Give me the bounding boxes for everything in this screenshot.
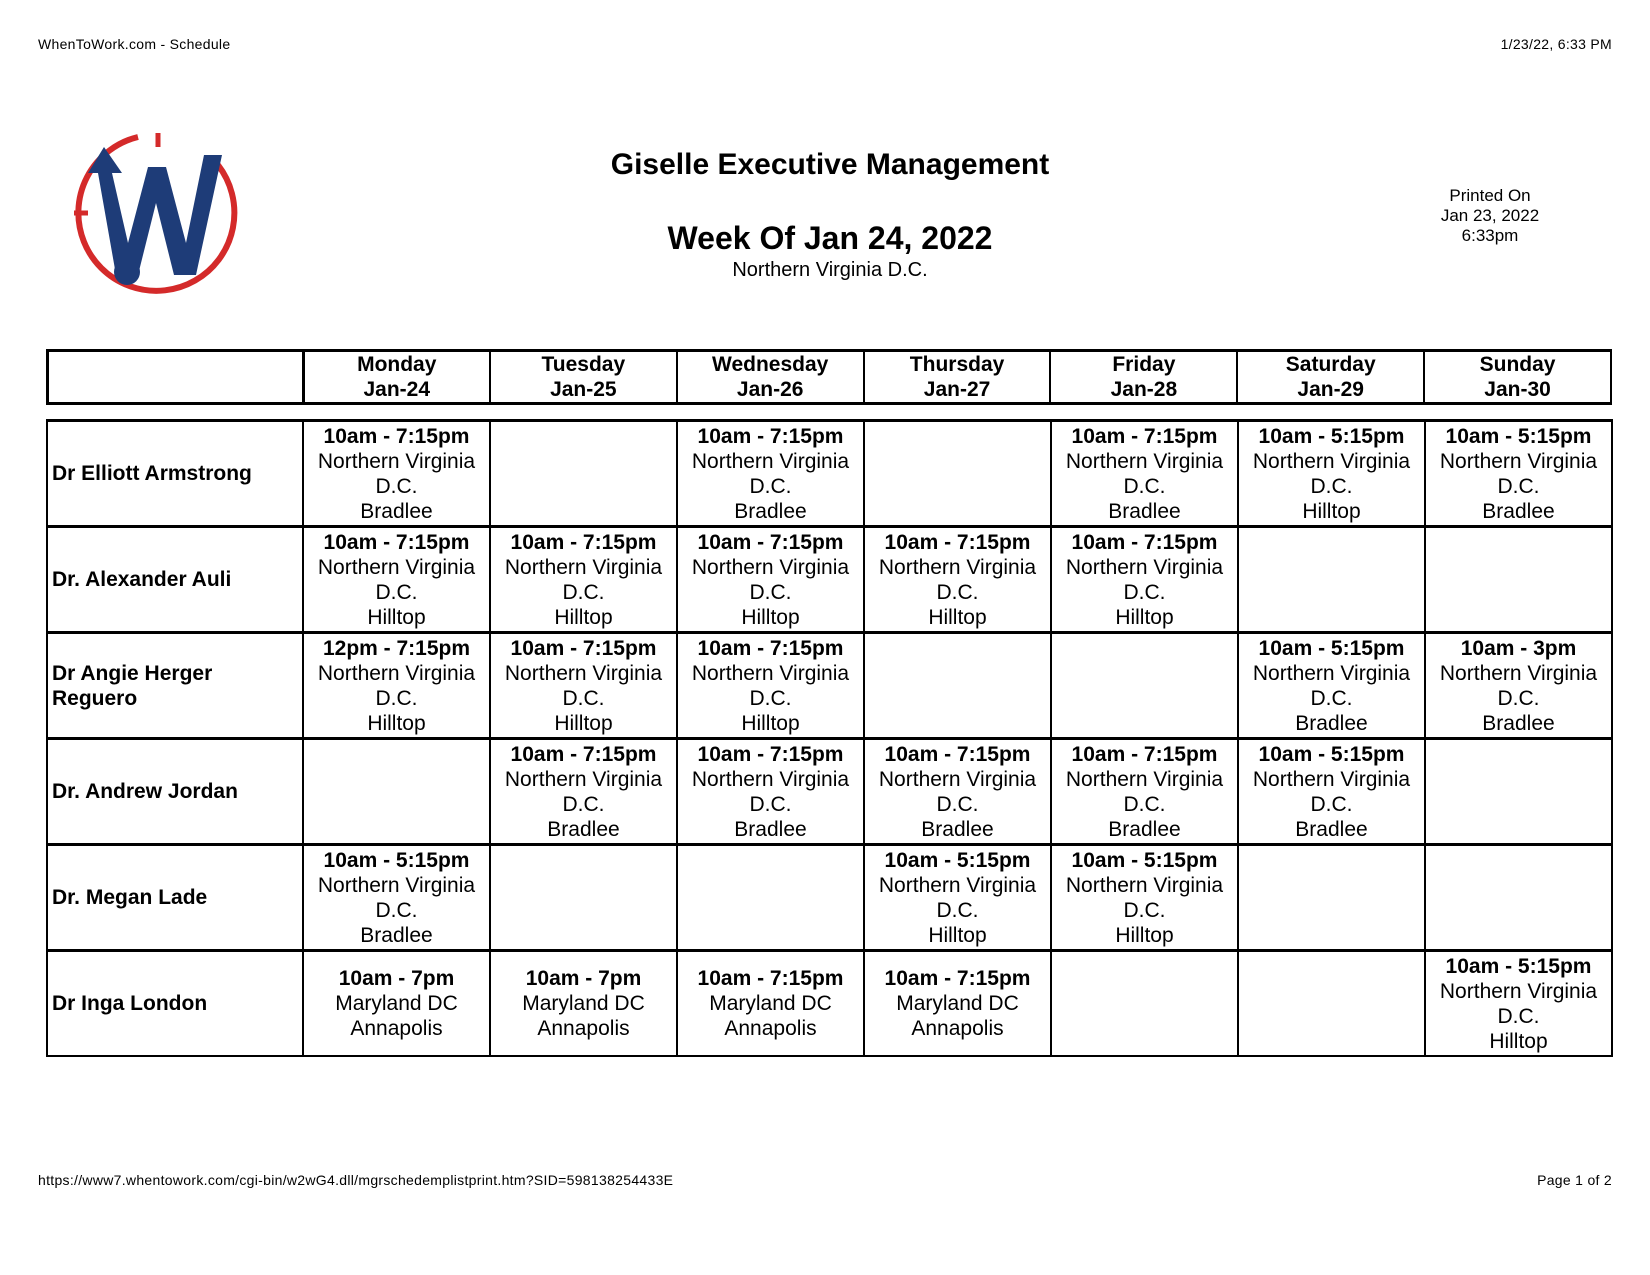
shift-location: Northern Virginia [317,873,476,897]
shift-cell [677,633,864,739]
shift-time: 10am - 5:15pm [1258,636,1405,660]
shift-site: Hilltop [1302,499,1361,523]
day-name: Friday [1112,353,1176,376]
day-date: Jan-29 [1297,378,1364,401]
week-heading: Week Of Jan 24, 2022 [667,220,993,256]
shift-time: 12pm - 7:15pm [322,636,471,660]
shift-time: 10am - 7:15pm [884,967,1031,990]
shift-location: Northern Virginia [317,661,476,685]
empty-shift-cell [1425,739,1612,845]
shift-site: Hilltop [1489,1029,1548,1053]
day-header-tuesday [490,351,677,404]
shift-cell [1238,633,1425,739]
shift-site: Bradlee [360,499,433,523]
shift-location-line2: D.C. [936,792,979,816]
shift-location-line2: D.C. [936,580,979,604]
shift-location-line2: D.C. [562,792,605,816]
shift-time: 10am - 5:15pm [884,848,1031,872]
empty-shift-cell [490,421,677,527]
shift-location-line2: D.C. [375,686,418,710]
shift-location: Northern Virginia [691,449,850,473]
shift-cell [1425,421,1612,527]
shift-location-line2: D.C. [749,580,792,604]
shift-time: 10am - 5:15pm [1445,424,1592,448]
day-name: Wednesday [712,353,829,376]
shift-cell [1425,951,1612,1057]
shift-cell [864,739,1051,845]
shift-cell [864,951,1051,1057]
day-date: Jan-25 [550,378,617,401]
employee-name: Dr. Andrew Jordan [47,739,303,845]
empty-shift-cell [490,845,677,951]
employee-name: Dr. Megan Lade [47,845,303,951]
shift-time: 10am - 5:15pm [1258,742,1405,766]
empty-shift-cell [1238,951,1425,1057]
empty-shift-cell [1238,527,1425,633]
shift-location-line2: D.C. [1310,474,1353,498]
shift-site: Annapolis [537,1017,630,1040]
shift-cell [677,421,864,527]
shift-location: Northern Virginia [504,555,663,579]
shift-cell [303,951,490,1057]
employee-name: Dr Elliott Armstrong [47,421,303,527]
footer-url: https://www7.whentowork.com/cgi-bin/w2wG4.dll/mgrschedemplistprint.htm?SID=598138254433E [38,1172,674,1188]
page-number: Page 1 of 2 [1537,1172,1612,1188]
company-name: Giselle Executive Management [610,148,1050,181]
printed-on-block [1390,186,1590,246]
shift-site: Hilltop [554,711,613,735]
employee-row [47,845,1612,951]
day-header-wednesday [677,351,864,404]
browser-print-datetime: 1/23/22, 6:33 PM [1500,36,1612,52]
shift-location: Northern Virginia [878,873,1037,897]
shift-cell [490,739,677,845]
shift-cell [677,527,864,633]
shift-location-line2: D.C. [936,898,979,922]
day-name: Sunday [1479,353,1556,376]
shift-location-line2: D.C. [1123,474,1166,498]
employee-name: Dr Inga London [47,951,303,1057]
day-date: Jan-26 [736,378,804,401]
employee-name: Dr Angie Herger Reguero [47,633,303,739]
empty-shift-cell [1425,527,1612,633]
shift-location: Maryland DC [709,992,832,1015]
shift-site: Bradlee [1482,499,1555,523]
shift-location: Northern Virginia [1065,449,1224,473]
shift-location: Northern Virginia [1252,661,1411,685]
shift-location-line2: D.C. [1123,580,1166,604]
shift-site: Bradlee [1108,817,1181,841]
shift-site: Hilltop [1115,605,1174,629]
shift-location-line2: D.C. [749,474,792,498]
empty-shift-cell [1051,951,1238,1057]
shift-site: Bradlee [360,923,433,947]
browser-page-title: WhenToWork.com - Schedule [38,36,231,52]
shift-time: 10am - 7:15pm [884,530,1031,554]
shift-location: Northern Virginia [1065,873,1224,897]
shift-site: Hilltop [928,923,987,947]
shift-time: 10am - 7:15pm [510,636,657,660]
shift-cell [1051,739,1238,845]
shift-cell [303,527,490,633]
shift-location-line2: D.C. [1310,686,1353,710]
shift-location: Northern Virginia [691,767,850,791]
shift-time: 10am - 5:15pm [323,848,470,872]
shift-location-line2: D.C. [1497,1004,1540,1028]
shift-site: Annapolis [911,1017,1004,1040]
empty-shift-cell [1425,845,1612,951]
shift-location-line2: D.C. [1497,474,1540,498]
shift-location: Northern Virginia [317,555,476,579]
shift-cell [490,633,677,739]
shift-time: 10am - 7:15pm [697,742,844,766]
shift-time: 10am - 7:15pm [697,424,844,448]
shift-cell [1051,527,1238,633]
shift-cell [1425,633,1612,739]
shift-site: Bradlee [1108,499,1181,523]
shift-cell [864,845,1051,951]
shift-cell [677,739,864,845]
shift-site: Hilltop [367,605,426,629]
shift-location: Northern Virginia [317,449,476,473]
day-date: Jan-30 [1484,378,1551,401]
shift-location: Northern Virginia [1439,449,1598,473]
shift-site: Bradlee [734,499,807,523]
employee-row [47,739,1612,845]
empty-shift-cell [864,633,1051,739]
shift-location-line2: D.C. [749,686,792,710]
empty-shift-cell [1051,633,1238,739]
employee-row [47,421,1612,527]
employee-row [47,527,1612,633]
shift-cell [864,527,1051,633]
shift-site: Annapolis [350,1017,443,1040]
day-name: Saturday [1285,353,1376,376]
shift-time: 10am - 7:15pm [697,530,844,554]
day-name: Tuesday [541,353,626,376]
shift-location: Northern Virginia [691,661,850,685]
empty-shift-cell [864,421,1051,527]
shift-location-line2: D.C. [562,686,605,710]
shift-time: 10am - 5:15pm [1071,848,1218,872]
shift-location-line2: D.C. [375,580,418,604]
shift-site: Hilltop [741,711,800,735]
shift-location: Northern Virginia [878,767,1037,791]
shift-site: Hilltop [741,605,800,629]
shift-location: Maryland DC [522,992,645,1015]
shift-time: 10am - 7:15pm [1071,742,1218,766]
shift-cell [1051,845,1238,951]
day-header-saturday [1237,351,1424,404]
shift-location-line2: D.C. [1123,792,1166,816]
shift-location: Northern Virginia [1065,767,1224,791]
shift-location-line2: D.C. [749,792,792,816]
shift-cell [1051,421,1238,527]
shift-time: 10am - 7pm [525,967,642,990]
printed-date: Jan 23, 2022 [1440,206,1540,225]
day-date: Jan-28 [1110,378,1178,401]
shift-time: 10am - 7:15pm [510,742,657,766]
shift-time: 10am - 5:15pm [1445,954,1592,978]
shift-cell [490,527,677,633]
shift-site: Bradlee [1295,817,1368,841]
shift-location-line2: D.C. [1123,898,1166,922]
shift-location: Northern Virginia [691,555,850,579]
day-date: Jan-27 [923,378,991,401]
shift-cell [1238,739,1425,845]
shift-site: Hilltop [1115,923,1174,947]
shift-cell [303,633,490,739]
empty-shift-cell [677,845,864,951]
shift-location-line2: D.C. [375,474,418,498]
shift-location: Northern Virginia [504,661,663,685]
shift-site: Bradlee [734,817,807,841]
shift-location-line2: D.C. [1497,686,1540,710]
shift-site: Hilltop [367,711,426,735]
day-date: Jan-24 [363,378,431,401]
corner-cell [48,351,304,404]
day-header-row [48,351,1612,404]
shift-time: 10am - 7:15pm [323,530,470,554]
shift-location-line2: D.C. [1310,792,1353,816]
employee-name: Dr. Alexander Auli [47,527,303,633]
day-name: Thursday [909,353,1005,376]
employee-row [47,951,1612,1057]
printed-label: Printed On [1449,186,1531,205]
shift-time: 10am - 7:15pm [697,636,844,660]
shift-time: 10am - 7pm [338,967,455,990]
shift-time: 10am - 7:15pm [1071,424,1218,448]
shift-location: Northern Virginia [1439,979,1598,1003]
shift-time: 10am - 5:15pm [1258,424,1405,448]
shift-location: Maryland DC [335,992,458,1015]
shift-cell [490,951,677,1057]
shift-cell [303,845,490,951]
shift-site: Annapolis [724,1017,817,1040]
day-header-monday [303,351,490,404]
empty-shift-cell [303,739,490,845]
printed-time: 6:33pm [1461,226,1519,245]
location-subtitle: Northern Virginia D.C. [732,259,928,281]
shift-cell [677,951,864,1057]
shift-site: Bradlee [1295,711,1368,735]
shift-time: 10am - 7:15pm [323,424,470,448]
shift-time: 10am - 7:15pm [697,967,844,990]
shift-location: Maryland DC [896,992,1019,1015]
shift-location: Northern Virginia [878,555,1037,579]
shift-time: 10am - 7:15pm [1071,530,1218,554]
empty-shift-cell [1238,845,1425,951]
shift-time: 10am - 3pm [1460,636,1577,660]
shift-site: Hilltop [554,605,613,629]
shift-cell [303,421,490,527]
shift-site: Bradlee [1482,711,1555,735]
shift-location: Northern Virginia [504,767,663,791]
day-header-thursday [864,351,1051,404]
employee-row [47,633,1612,739]
shift-location: Northern Virginia [1065,555,1224,579]
shift-location: Northern Virginia [1439,661,1598,685]
day-name: Monday [357,353,437,376]
day-header-sunday [1424,351,1611,404]
shift-cell [1238,421,1425,527]
day-header-table [46,349,1612,405]
shift-location: Northern Virginia [1252,767,1411,791]
shift-time: 10am - 7:15pm [884,742,1031,766]
schedule-table [46,419,1613,1057]
shift-location-line2: D.C. [375,898,418,922]
shift-site: Bradlee [547,817,620,841]
shift-location-line2: D.C. [562,580,605,604]
shift-site: Bradlee [921,817,994,841]
day-header-friday [1050,351,1237,404]
shift-site: Hilltop [928,605,987,629]
shift-location: Northern Virginia [1252,449,1411,473]
shift-time: 10am - 7:15pm [510,530,657,554]
